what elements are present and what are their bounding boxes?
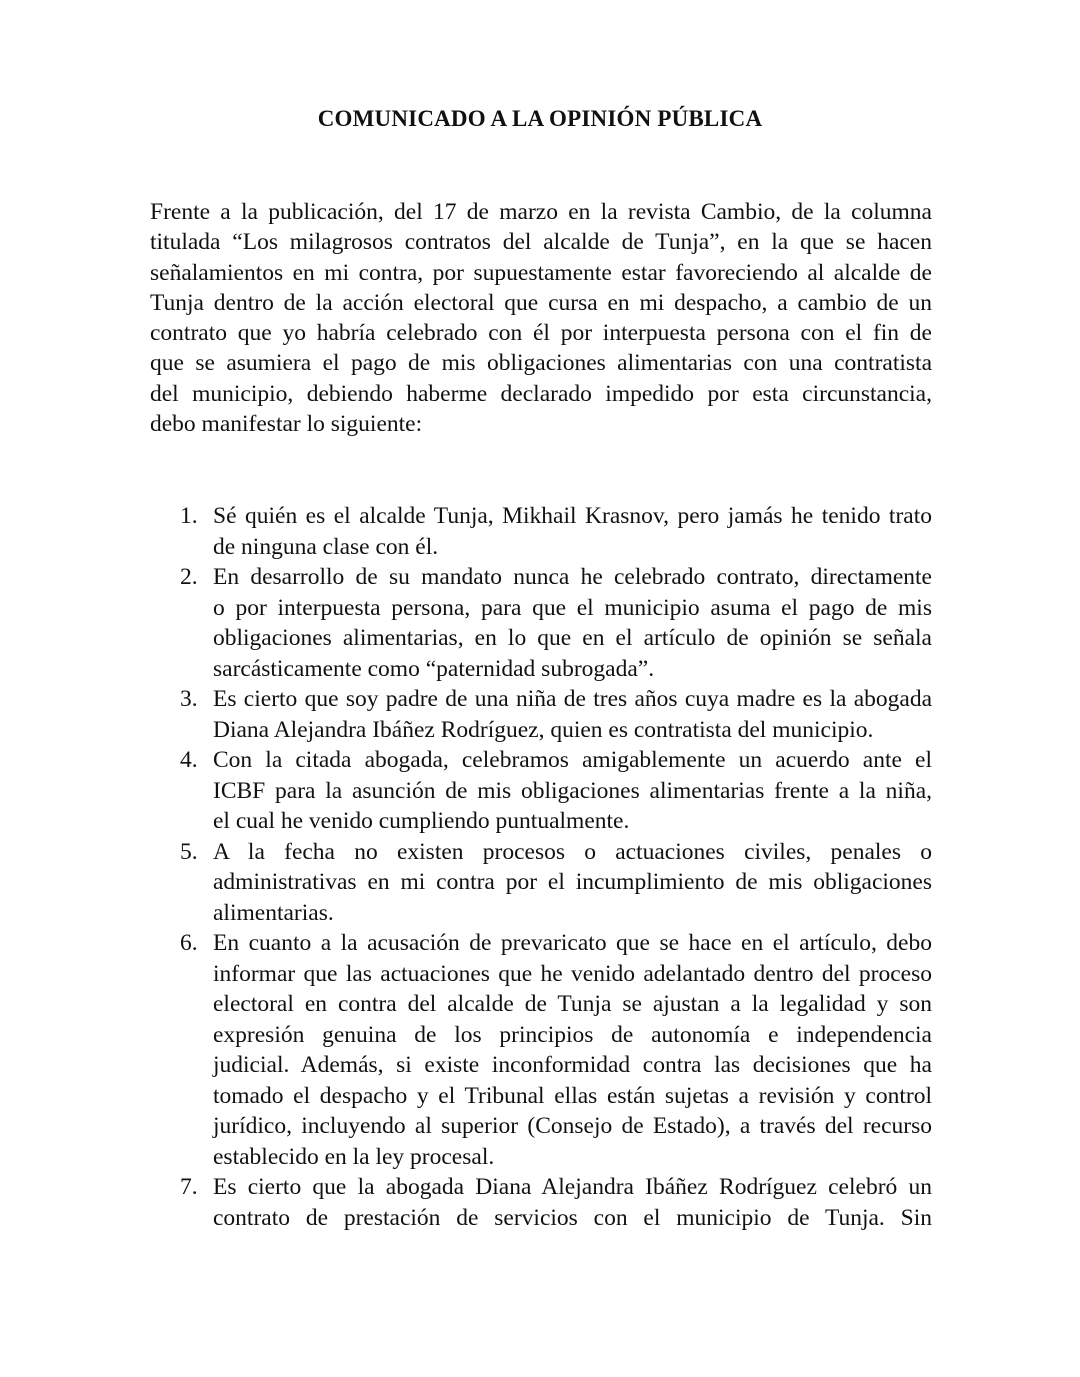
list-item-line: establecido en la ley procesal.: [213, 1143, 495, 1170]
list-item: [150, 745, 932, 837]
list-item-line: sarcásticamente como “paternidad subrogada”.: [213, 655, 655, 682]
list-item-line: informar que las actuaciones que he venido adelantado dentro del proceso: [213, 960, 932, 987]
list-item-line: contrato de prestación de servicios con el municipio de Tunja. Sin: [213, 1204, 932, 1231]
list-item-line: o por interpuesta persona, para que el municipio asuma el pago de mis: [213, 594, 932, 621]
intro-line: titulada “Los milagrosos contratos del alcalde de Tunja”, en la que se hacen: [150, 229, 932, 256]
intro-line: Frente a la publicación, del 17 de marzo en la revista Cambio, de la columna: [150, 199, 932, 225]
list-item-number: 4.: [180, 747, 198, 773]
list-item: [150, 684, 932, 745]
list-item: [150, 928, 932, 1172]
list-item-line: obligaciones alimentarias, en lo que en el artículo de opinión se señala: [213, 625, 932, 651]
list-item-line: Con la citada abogada, celebramos amigablemente un acuerdo ante el: [213, 747, 932, 773]
list-item: [150, 562, 932, 684]
list-item-number: 5.: [180, 838, 198, 865]
list-item-number: 6.: [180, 930, 198, 956]
list-item-line: ICBF para la asunción de mis obligaciones alimentarias frente a la niña,: [213, 777, 932, 804]
list-item: [150, 1172, 932, 1233]
list-item-line: jurídico, incluyendo al superior (Consejo de Estado), a través del recurso: [213, 1113, 932, 1139]
intro-line: señalamientos en mi contra, por supuestamente estar favoreciendo al alcalde de: [150, 259, 932, 286]
numbered-list: [150, 501, 932, 1233]
list-item-line: electoral en contra del alcalde de Tunja se ajustan a la legalidad y son: [213, 991, 932, 1017]
list-item-line: de ninguna clase con él.: [213, 533, 439, 560]
list-item-line: A la fecha no existen procesos o actuaciones civiles, penales o: [213, 838, 932, 865]
list-item-line: el cual he venido cumpliendo puntualmente.: [213, 808, 630, 834]
list-item-line: En desarrollo de su mandato nunca he celebrado contrato, directamente: [213, 564, 932, 590]
intro-line: contrato que yo habría celebrado con él por interpuesta persona con el fin de: [150, 320, 932, 347]
list-item-line: En cuanto a la acusación de prevaricato que se hace en el artículo, debo: [213, 930, 932, 956]
list-item-line: Es cierto que soy padre de una niña de tres años cuya madre es la abogada: [213, 686, 932, 712]
document-title: COMUNICADO A LA OPINIÓN PÚBLICA: [317, 106, 763, 131]
intro-line: que se asumiera el pago de mis obligaciones alimentarias con una contratista: [150, 350, 932, 377]
intro-paragraph: [150, 197, 932, 439]
list-item: [150, 837, 932, 929]
list-item-line: tomado el despacho y el Tribunal ellas están sujetas a revisión y control: [213, 1082, 932, 1109]
intro-line: Tunja dentro de la acción electoral que cursa en mi despacho, a cambio de un: [150, 289, 932, 316]
intro-line: del municipio, debiendo haberme declarado impedido por esta circunstancia,: [150, 380, 932, 407]
list-item-line: Diana Alejandra Ibáñez Rodríguez, quien es contratista del municipio.: [213, 716, 874, 743]
list-item-number: 1.: [180, 503, 198, 529]
list-item: [150, 501, 932, 562]
list-item-line: administrativas en mi contra por el incumplimiento de mis obligaciones: [213, 869, 932, 895]
list-item-number: 7.: [180, 1174, 198, 1200]
list-item-line: Sé quién es el alcalde Tunja, Mikhail Krasnov, pero jamás he tenido trato: [213, 503, 932, 529]
list-item-line: expresión genuina de los principios de autonomía e independencia: [213, 1021, 932, 1048]
list-item-line: judicial. Además, si existe inconformidad contra las decisiones que ha: [213, 1052, 932, 1078]
list-item-number: 2.: [180, 564, 198, 590]
intro-line: debo manifestar lo siguiente:: [150, 411, 423, 438]
list-item-line: Es cierto que la abogada Diana Alejandra Ibáñez Rodríguez celebró un: [213, 1174, 932, 1200]
list-item-number: 3.: [180, 686, 198, 712]
list-item-line: alimentarias.: [213, 899, 334, 926]
